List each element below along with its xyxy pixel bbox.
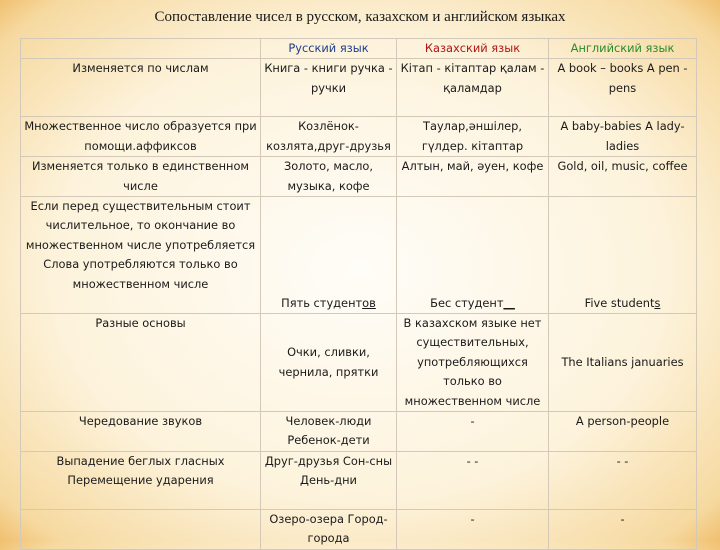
english-cell: A baby-babies A lady-ladies xyxy=(549,117,697,157)
kazakh-cell: Таулар,әншілер, гүлдер. кітаптар xyxy=(397,117,549,157)
russian-word: Пять студент xyxy=(281,295,363,310)
header-russian: Русский язык xyxy=(261,39,397,59)
kazakh-word: Бес студент xyxy=(430,295,504,310)
kazakh-cell: - - xyxy=(397,451,549,509)
kazakh-suffix: __ xyxy=(503,295,515,310)
table-row xyxy=(21,59,697,117)
feature-cell: Выпадение беглых гласных Перемещение ударения xyxy=(21,451,261,509)
kazakh-cell: Кітап - кітаптар қалам - қаламдар xyxy=(397,59,549,117)
russian-cell: Книга - книги ручка - ручки xyxy=(261,59,397,117)
russian-cell: Озеро-озера Город-города xyxy=(261,509,397,549)
english-suffix: s xyxy=(654,295,661,310)
feature-cell: Если перед существительным стоит числительное, то окончание во множественном числе употребляется Слова употребляются только во множественном числе xyxy=(21,197,261,314)
english-cell: A book – books A pen - pens xyxy=(549,59,697,117)
table-row xyxy=(21,509,697,549)
english-cell: A person-people xyxy=(549,412,697,452)
header-kazakh: Казахский язык xyxy=(397,39,549,59)
feature-cell: Изменяется по числам xyxy=(21,59,261,117)
kazakh-cell xyxy=(397,197,549,314)
table-row xyxy=(21,412,697,452)
header-row xyxy=(21,39,697,59)
kazakh-cell: В казахском языке нет существительных, употребляющихся только во множественном числе xyxy=(397,314,549,412)
russian-cell: Человек-люди Ребенок-дети xyxy=(261,412,397,452)
russian-suffix: ов xyxy=(362,295,376,310)
table-row xyxy=(21,117,697,157)
table-row xyxy=(21,157,697,197)
feature-cell xyxy=(21,509,261,549)
english-cell: - - xyxy=(549,451,697,509)
russian-cell: Золото, масло, музыка, кофе xyxy=(261,157,397,197)
header-feature xyxy=(21,39,261,59)
english-cell: Gold, oil, music, coffee xyxy=(549,157,697,197)
english-cell xyxy=(549,197,697,314)
feature-cell: Чередование звуков xyxy=(21,412,261,452)
kazakh-cell: Алтын, май, әуен, кофе xyxy=(397,157,549,197)
english-cell: - xyxy=(549,509,697,549)
table-row xyxy=(21,451,697,509)
feature-cell: Множественное число образуется при помощи.аффиксов xyxy=(21,117,261,157)
kazakh-cell: - xyxy=(397,509,549,549)
russian-cell xyxy=(261,197,397,314)
feature-cell: Разные основы xyxy=(21,314,261,412)
kazakh-cell: - xyxy=(397,412,549,452)
feature-cell: Изменяется только в единственном числе xyxy=(21,157,261,197)
table-row xyxy=(21,314,697,412)
header-english: Английский язык xyxy=(549,39,697,59)
russian-cell: Козлёнок-козлята,друг-друзья xyxy=(261,117,397,157)
russian-cell: Друг-друзья Сон-сны День-дни xyxy=(261,451,397,509)
english-word: Five student xyxy=(584,295,655,310)
table-row xyxy=(21,197,697,314)
slide-title: Сопоставление чисел в русском, казахском и английском языках xyxy=(154,9,566,25)
comparison-table xyxy=(20,38,697,550)
english-cell: The Italians januaries xyxy=(549,314,697,412)
russian-cell: Очки, сливки, чернила, прятки xyxy=(261,314,397,412)
